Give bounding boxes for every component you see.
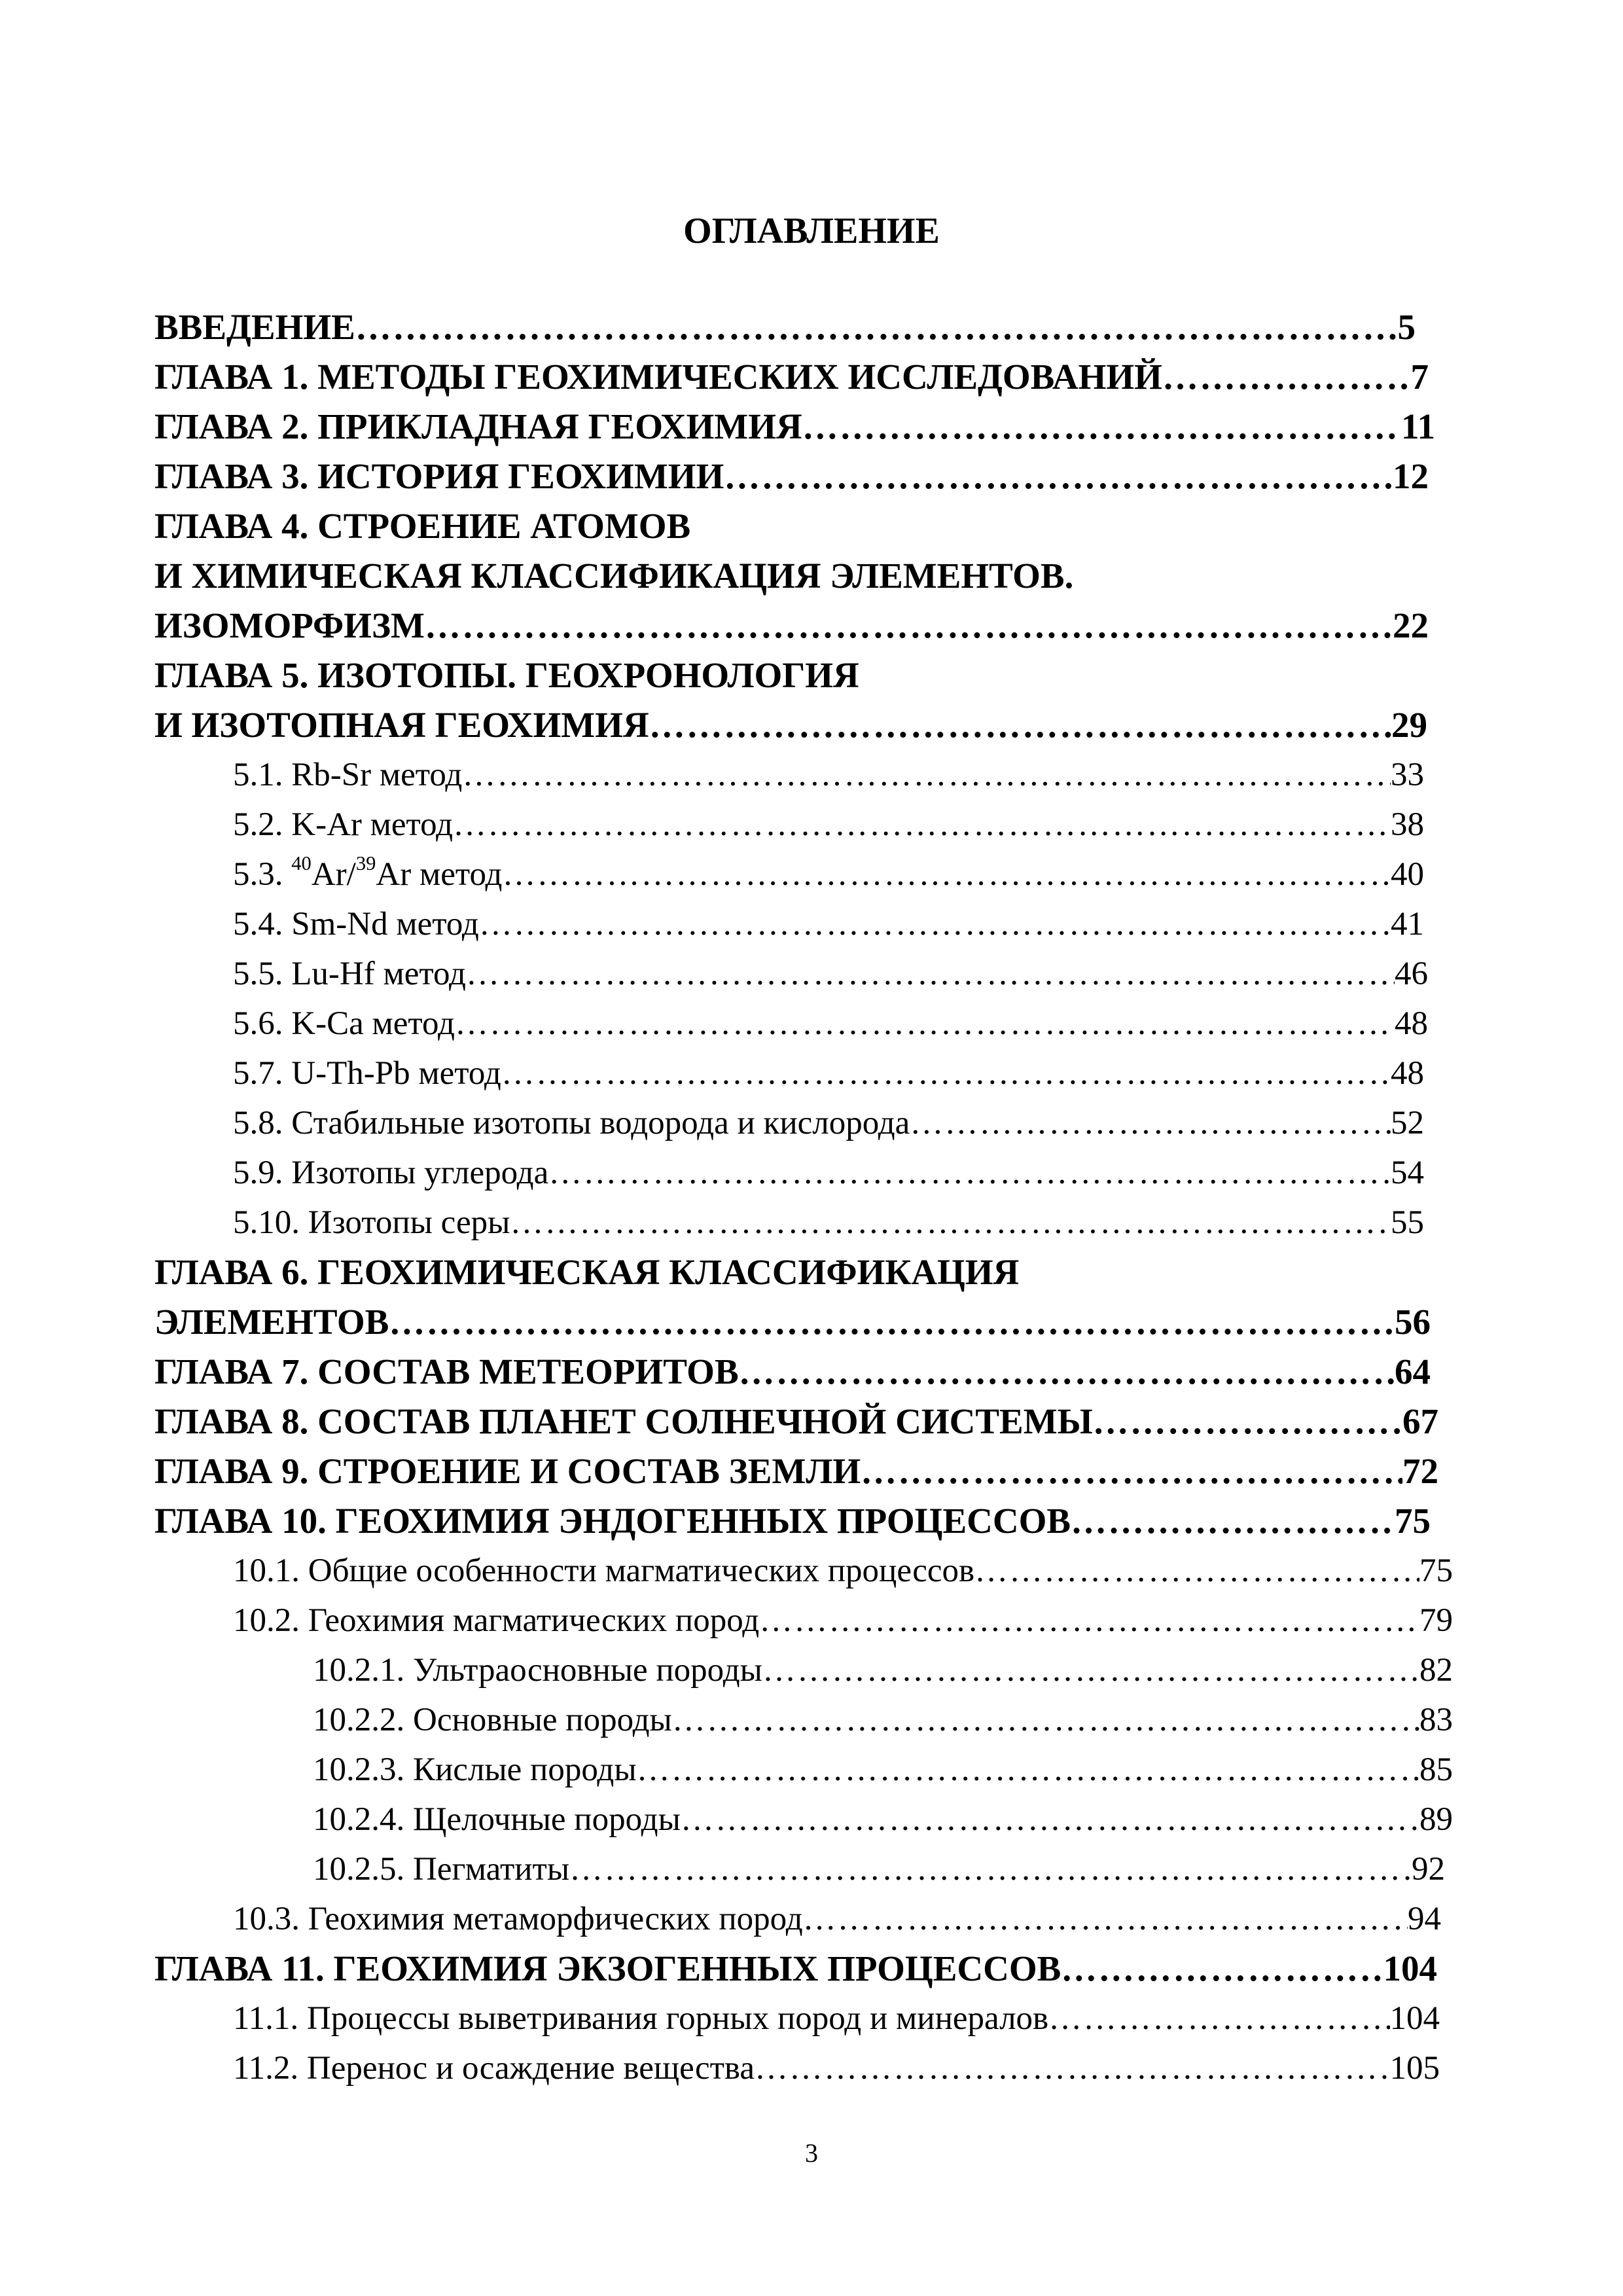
toc-leader [755, 2043, 1390, 2093]
toc-page-number: 92 [1412, 1851, 1445, 1888]
toc-entry-section-5-5[interactable] [233, 949, 1428, 999]
toc-entry-section-5-1[interactable] [233, 750, 1424, 800]
toc-entry-chapter-4[interactable] [154, 601, 1429, 651]
toc-page-number: 56 [1395, 1302, 1431, 1342]
toc-entry-title: 5.3. $^{40}$Ar/$^{39}$Ar метод [233, 852, 503, 893]
toc-page-number: 48 [1391, 1055, 1424, 1092]
toc-page-number: 85 [1419, 1751, 1453, 1788]
toc-leader [569, 1844, 1412, 1894]
toc-entry-section-5-3[interactable] [233, 850, 1424, 899]
toc-entry-title: ИЗОМОРФИЗМ [154, 605, 425, 645]
toc-page-number: 46 [1395, 956, 1428, 992]
toc-page-number: 83 [1419, 1702, 1453, 1738]
page-number: 3 [805, 2138, 818, 2168]
toc-entry-title: 5.6. K-Ca метод [233, 1005, 455, 1042]
toc-leader [910, 1098, 1391, 1148]
toc-leader [637, 1745, 1419, 1795]
toc-entry-title: ГЛАВА 1. МЕТОДЫ ГЕОХИМИЧЕСКИХ ИССЛЕДОВАНИЙ [154, 357, 1162, 397]
toc-entry-title: ЭЛЕМЕНТОВ [154, 1302, 389, 1342]
toc-leader [802, 402, 1401, 452]
toc-entry-title: 10.2.2. Основные породы [313, 1702, 672, 1738]
toc-page-number: 104 [1383, 1948, 1437, 1988]
toc-page-number: 29 [1391, 705, 1427, 745]
toc-page-number: 12 [1393, 456, 1429, 496]
toc-entry-title: 10.2.4. Щелочные породы [313, 1801, 681, 1838]
toc-page-number: 67 [1402, 1401, 1438, 1441]
toc-entry-section-5-9[interactable] [233, 1148, 1424, 1198]
toc-entry-title: ГЛАВА 3. ИСТОРИЯ ГЕОХИМИИ [154, 456, 724, 496]
toc-entry-section-10-1[interactable] [233, 1546, 1453, 1596]
toc-entry-chapter-4-line-2[interactable] [154, 551, 1429, 601]
toc-entry-chapter-5-line-1[interactable] [154, 651, 1429, 700]
toc-entry-title: ГЛАВА 8. СОСТАВ ПЛАНЕТ СОЛНЕЧНОЙ СИСТЕМЫ [154, 1401, 1093, 1441]
toc-entry-section-5-8[interactable] [233, 1098, 1424, 1148]
toc-entry-title: ГЛАВА 2. ПРИКЛАДНАЯ ГЕОХИМИЯ [154, 406, 802, 446]
toc-leader [672, 1695, 1419, 1745]
toc-page-number: 82 [1419, 1652, 1453, 1689]
toc-page-number: 89 [1419, 1801, 1453, 1838]
toc-leader [355, 302, 1398, 352]
toc-entry-title: ГЛАВА 7. СОСТАВ МЕТЕОРИТОВ [154, 1352, 739, 1391]
toc-leader [1071, 1496, 1395, 1546]
toc-page-number: 64 [1395, 1352, 1431, 1391]
toc-entry-chapter-2[interactable] [154, 402, 1435, 452]
toc-entry-title: ГЛАВА 6. ГЕОХИМИЧЕСКАЯ КЛАССИФИКАЦИЯ [154, 1252, 1020, 1292]
toc-entry-section-10-2-3[interactable] [313, 1745, 1453, 1795]
toc-leader [649, 700, 1391, 750]
toc-entry-section-5-4[interactable] [233, 899, 1424, 949]
toc-entry-section-10-2-2[interactable] [313, 1695, 1453, 1745]
toc-entry-chapter-9[interactable] [154, 1446, 1438, 1496]
toc-entry-section-10-2-1[interactable] [313, 1645, 1453, 1695]
toc-entry-title: ВВЕДЕНИЕ [154, 307, 355, 347]
toc-leader [1093, 1397, 1402, 1446]
toc-page-number: 75 [1419, 1552, 1453, 1589]
toc-entry-title: 5.5. Lu-Hf метод [233, 956, 466, 992]
toc-entry-title: ГЛАВА 11. ГЕОХИМИЯ ЭКЗОГЕННЫХ ПРОЦЕССОВ [154, 1948, 1061, 1988]
toc-page-number: 11 [1401, 406, 1435, 446]
toc-entry-title: 5.9. Изотопы углерода [233, 1155, 549, 1191]
toc-entry-chapter-7[interactable] [154, 1347, 1431, 1397]
toc-page-number: 94 [1408, 1901, 1441, 1937]
toc-entry-title: И ИЗОТОПНАЯ ГЕОХИМИЯ [154, 705, 649, 745]
toc-leader [762, 1645, 1419, 1695]
toc-entry-title: 10.1. Общие особенности магматических процессов [233, 1552, 975, 1589]
toc-leader [681, 1795, 1419, 1844]
toc-leader [425, 601, 1393, 651]
toc-entry-title: 5.8. Стабильные изотопы водорода и кислорода [233, 1105, 910, 1141]
toc-leader [1048, 1994, 1389, 2043]
toc-entry-title: ГЛАВА 5. ИЗОТОПЫ. ГЕОХРОНОЛОГИЯ [154, 655, 859, 695]
toc-page-number: 79 [1419, 1602, 1453, 1639]
toc-entry-chapter-3[interactable] [154, 452, 1429, 501]
toc-entry-title: 5.1. Rb-Sr метод [233, 757, 463, 793]
toc-entry-section-5-6[interactable] [233, 999, 1428, 1049]
toc-entry-chapter-10[interactable] [154, 1496, 1431, 1546]
toc-entry-title: ГЛАВА 4. СТРОЕНИЕ АТОМОВ [154, 506, 691, 546]
toc-page-number: 105 [1389, 2050, 1440, 2087]
toc-entry-title: ГЛАВА 10. ГЕОХИМИЯ ЭНДОГЕННЫХ ПРОЦЕССОВ [154, 1501, 1071, 1541]
toc-entry-title: 10.3. Геохимия метаморфических пород [233, 1901, 803, 1937]
toc-page-number: 75 [1395, 1501, 1431, 1541]
toc-entry-title: 10.2. Геохимия магматических пород [233, 1602, 760, 1639]
toc-leader [724, 452, 1393, 501]
toc-page-number: 55 [1391, 1204, 1424, 1241]
toc-entry-chapter-11[interactable] [154, 1944, 1437, 1994]
toc-entry-title: 5.10. Изотопы серы [233, 1204, 510, 1241]
toc-leader [548, 1148, 1391, 1198]
toc-entry-title: 11.2. Перенос и осаждение вещества [233, 2050, 755, 2087]
toc-leader [861, 1446, 1402, 1496]
toc-entry-title: И ХИМИЧЕСКАЯ КЛАССИФИКАЦИЯ ЭЛЕМЕНТОВ. [154, 556, 1074, 596]
toc-page-number: 22 [1393, 605, 1429, 645]
toc-leader [453, 800, 1391, 850]
toc-entry-title: 5.2. K-Ar метод [233, 806, 454, 843]
toc-page-number: 38 [1391, 806, 1424, 843]
toc-entry-chapter-1[interactable] [154, 352, 1429, 402]
toc-entry-title: 5.4. Sm-Nd метод [233, 906, 479, 942]
toc-leader [501, 1049, 1391, 1098]
toc-leader [510, 1198, 1391, 1247]
toc-page-number: 40 [1391, 856, 1424, 893]
toc-entry-chapter-5[interactable] [154, 700, 1427, 750]
toc-page-number: 48 [1395, 1005, 1428, 1042]
toc-entry-section-5-2[interactable] [233, 800, 1424, 850]
toc-entry-title: 5.7. U-Th-Pb метод [233, 1055, 501, 1092]
toc-entry-section-5-10[interactable] [233, 1198, 1424, 1247]
toc-leader [739, 1347, 1395, 1397]
toc-page-number: 41 [1391, 906, 1424, 942]
toc-entry-chapter-6[interactable] [154, 1297, 1431, 1347]
toc-page-number: 5 [1397, 307, 1416, 347]
toc-leader [479, 899, 1391, 949]
toc-leader [503, 850, 1391, 899]
toc-leader [1162, 352, 1411, 402]
toc-entry-title: 11.1. Процессы выветривания горных пород и минералов [233, 2000, 1049, 2037]
toc-leader [759, 1596, 1419, 1645]
toc-entry-section-11-1[interactable] [233, 1994, 1440, 2043]
toc-entry-section-10-2-5[interactable] [313, 1844, 1445, 1894]
toc-entry-title: 10.2.3. Кислые породы [313, 1751, 637, 1788]
toc-leader [974, 1546, 1419, 1596]
toc-leader [455, 999, 1395, 1049]
toc-leader [389, 1297, 1395, 1347]
page-title: ОГЛАВЛЕНИЕ [683, 211, 940, 251]
toc-entry-section-10-2[interactable] [233, 1596, 1453, 1645]
toc-page-number: 33 [1391, 757, 1424, 793]
toc-page-number: 52 [1391, 1105, 1424, 1141]
toc-entry-title: 10.2.5. Пегматиты [313, 1851, 570, 1888]
toc-leader [462, 750, 1391, 800]
toc-page-number: 72 [1402, 1451, 1438, 1491]
toc-entry-title: ГЛАВА 9. СТРОЕНИЕ И СОСТАВ ЗЕМЛИ [154, 1451, 861, 1491]
toc-leader [466, 949, 1395, 999]
toc-page-number: 104 [1389, 2000, 1440, 2037]
toc-page-number: 54 [1391, 1155, 1424, 1191]
toc-entry-section-10-2-4[interactable] [313, 1795, 1453, 1844]
toc-entry-section-10-3[interactable] [233, 1894, 1441, 1944]
toc-entry-chapter-6-line-1[interactable] [154, 1247, 1429, 1297]
toc-entry-chapter-8[interactable] [154, 1397, 1438, 1446]
toc-entry-intro[interactable] [154, 302, 1416, 352]
toc-entry-section-5-7[interactable] [233, 1049, 1424, 1098]
toc-entry-title: 10.2.1. Ультраосновные породы [313, 1652, 762, 1689]
toc-leader [803, 1894, 1408, 1944]
toc-entry-chapter-4-line-1[interactable] [154, 501, 1429, 551]
toc-page-number: 7 [1410, 357, 1429, 397]
toc-leader [1061, 1944, 1383, 1994]
toc-entry-section-11-2[interactable] [233, 2043, 1440, 2093]
